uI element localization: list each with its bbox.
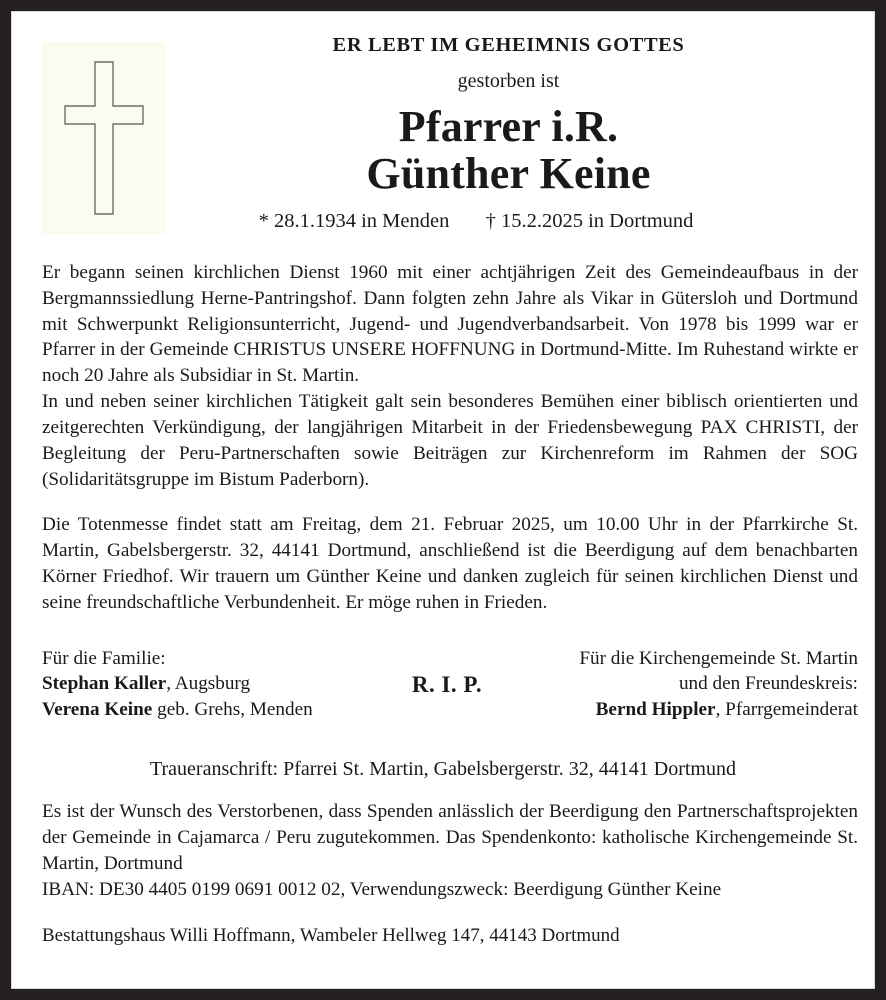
- family-signature-column: [42, 646, 372, 723]
- death-date: † 15.2.2025 in Dortmund: [485, 209, 694, 232]
- family-member-1-location: , Augsburg: [166, 673, 251, 695]
- parish-representative-name: Bernd Hippler: [595, 698, 716, 720]
- donation-block: [42, 799, 858, 902]
- deceased-title: Pfarrer i.R.: [398, 101, 619, 151]
- notice-inner-frame: [11, 11, 875, 989]
- funeral-paragraph: Die Totenmesse findet statt am Freitag, dem 21. Februar 2025, um 10.00 Uhr in der Pfarrkirche St. Martin, Gabelsbergerstr. 32, 44141 Dortmund, anschließend ist die Beerdigung auf dem benachbarten Körner Friedhof. Wir trauern um Günther Keine und danken zugleich für seinen kirchlichen Dienst und seine freundschaftliche Verbundenheit. Er möge ruhen in Frieden.: [42, 514, 858, 613]
- deceased-name: Günther Keine: [366, 149, 651, 199]
- donation-iban: IBAN: DE30 4405 0199 0691 0012 02, Verwendungszweck: Beerdigung Günther Keine: [42, 878, 722, 900]
- biography-paragraph-1: Er begann seinen kirchlichen Dienst 1960 mit einer achtjährigen Zeit des Gemeindeaufbaus in der Bergmannssiedlung Herne-Pantringshof. Dann folgten zehn Jahre als Vikar in Gütersloh und Dortmund mit Schwerpunkt Religionsunterricht, Jugend- und Jugendverbandsarbeit. Von 1978 bis 1999 war er Pfarrer in der Gemeinde CHRISTUS UNSERE HOFFNUNG in Dortmund-Mitte. Im Ruhestand wirkte er noch 20 Jahre als Subsidiar in St. Martin.: [42, 262, 858, 387]
- notice-content: [12, 12, 874, 988]
- latin-cross-icon: [61, 58, 147, 218]
- intro-text: gestorben ist: [457, 69, 560, 92]
- motto-text: ER LEBT IM GEHEIMNIS GOTTES: [332, 34, 685, 56]
- family-member-2-location: geb. Grehs, Menden: [152, 698, 313, 720]
- family-heading: Für die Familie:: [42, 647, 166, 669]
- notice-header: [42, 34, 850, 246]
- family-member-1: [42, 671, 372, 697]
- header-text-block: [177, 34, 850, 198]
- biography-paragraph-2: In und neben seiner kirchlichen Tätigkeit galt sein besonderes Bemühen einer biblisch orientierten und zeitgerechten Verkündigung, der langjährigen Mitarbeit in der Friedensbewegung PAX CHRISTI, der Begleitung der Peru-Partnerschaften sowie Beiträgen zur Kirchenreform im Rahmen der SOG (Solidaritätsgruppe im Bistum Paderborn).: [42, 391, 858, 490]
- undertaker-info: Bestattungshaus Willi Hoffmann, Wambeler Hellweg 147, 44143 Dortmund: [42, 924, 620, 946]
- biography-block: [42, 260, 858, 616]
- life-dates: [102, 210, 850, 233]
- signature-block: [42, 646, 858, 723]
- parish-signature-column: [522, 646, 858, 723]
- birth-date: * 28.1.1934 in Menden: [258, 209, 450, 232]
- parish-heading-line-2: und den Freundeskreis:: [678, 673, 858, 695]
- mourning-address: Traueranschrift: Pfarrei St. Martin, Gabelsbergerstr. 32, 44141 Dortmund: [149, 758, 736, 781]
- family-member-2-name: Verena Keine: [42, 698, 153, 720]
- parish-heading-line-1: Für die Kirchengemeinde St. Martin: [579, 647, 858, 669]
- donation-wish: Es ist der Wunsch des Verstorbenen, dass Spenden anlässlich der Beerdigung den Partnerschaftsprojekten der Gemeinde in Cajamarca / Peru zugutekommen. Das Spendenkonto: katholische Kirchengemeinde St. Martin, Dortmund: [42, 801, 858, 875]
- parish-representative-role: , Pfarrgemeinderat: [715, 698, 858, 720]
- family-member-1-name: Stephan Kaller: [42, 673, 167, 695]
- rip-text: R. I. P.: [411, 671, 483, 697]
- cross-panel: [42, 42, 165, 234]
- family-member-2: [42, 697, 372, 723]
- parish-representative: [522, 697, 858, 723]
